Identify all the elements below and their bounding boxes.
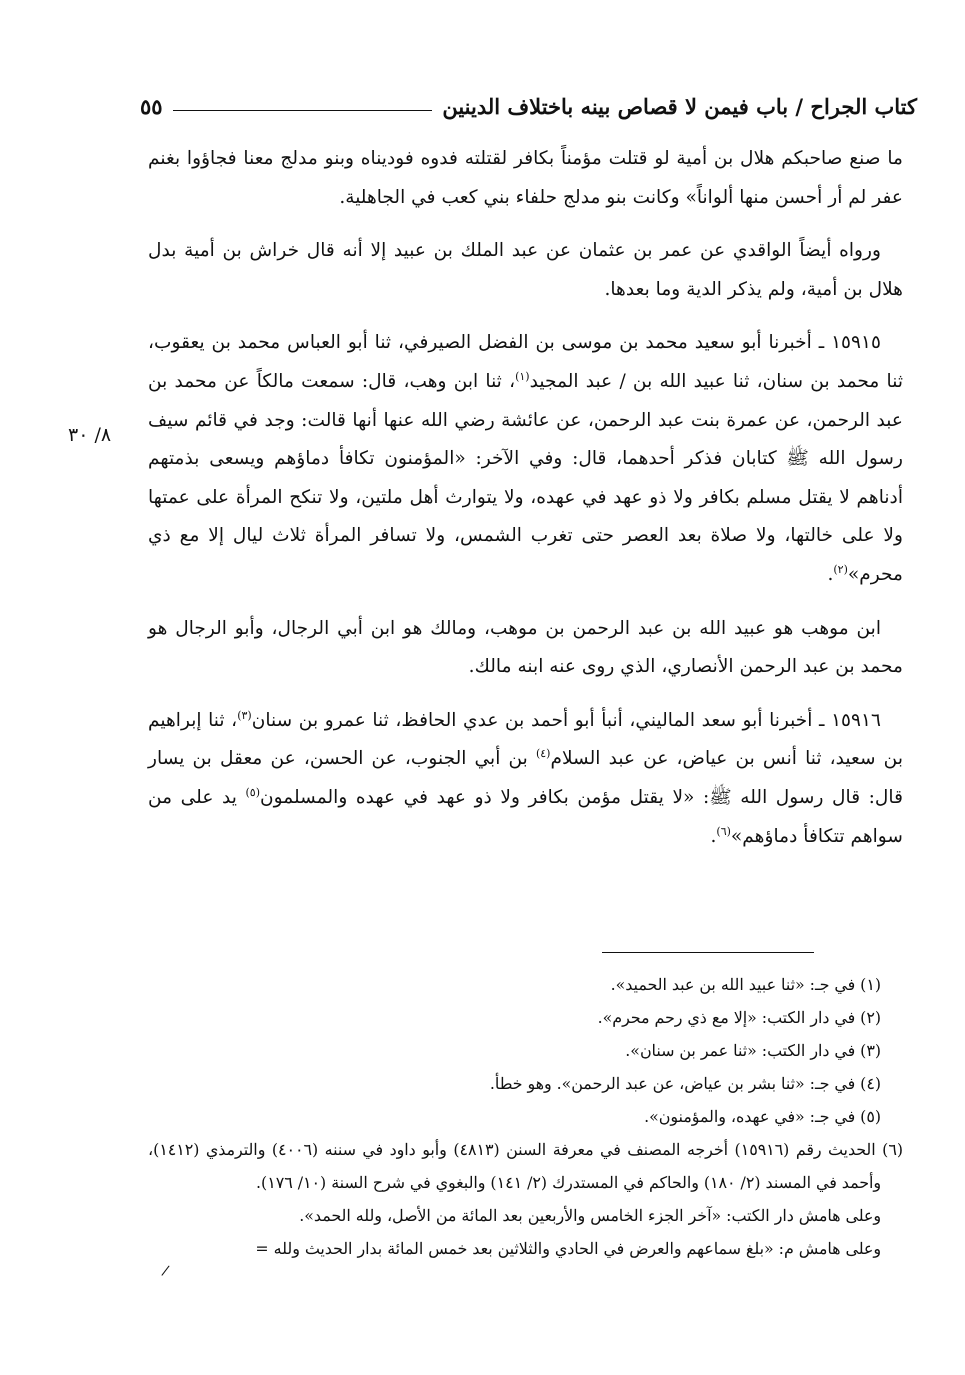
footnote-item: وعلى هامش دار الكتب: «آخر الجزء الخامس والأربعين بعد المائة من الأصل، ولله الحمد». (299, 1206, 881, 1225)
paragraph-text: ١٥٩١٦ ـ أخبرنا أبو سعد الماليني، أنبأ أبو أحمد بن عدي الحافظ، ثنا عمرو بن سنان (251, 709, 881, 731)
footnote-marker[interactable]: (٤) (535, 747, 551, 761)
footnote-item: (٤) في جـ: «ثنا بشر بن عياض، عن عبد الرحمن». وهو خطأ. (489, 1074, 881, 1093)
header-title: كتاب الجراح / باب فيمن لا قصاص بينه باختلاف الدينين (442, 93, 917, 119)
paragraph-text: ، ثنا ابن وهب، قال: سمعت مالكاً عن محمد بن عبد الرحمن، عن عمرة بنت عبد الرحمن، عن عائشة رضي الله عنها أنها قالت: وجد في قائم سيف رسول الله ﷺ كتابان فذكر أحدهما، قال: وفي الآخر: «المؤمنون تكافأ دماؤهم ويسعى بذمتهم أدناهم لا يقتل مسلم بكافر ولا ذو عهد في عهده، ولا يتوارث أهل ملتين، ولا تنكح المرأة على عمتها ولا على خالتها، ولا صلاة بعد العصر حتى تغرب الشمس، ولا تسافر المرأة ثلاث ليال إلا مع ذي محرم» (148, 370, 903, 585)
footnote-marker[interactable]: (٦) (716, 824, 731, 838)
footnote-item: (٦) الحديث رقم (١٥٩١٦) أخرجه المصنف في معرفة السنن (٤٨١٣) وأبو داود في سننه (٤٠٠٦) والترمذي (١٤١٢)، وأحمد في المسند (٢/ ١٨٠) والحاكم في المستدرك (٢/ ١٤١) والبغوي في شرح السنة (١٠/ ١٧٦). (148, 1140, 903, 1192)
paragraph-text: . (827, 563, 834, 585)
footnote-item: (٢) في دار الكتب: «إلا مع ذي رحم محرم». (597, 1008, 881, 1027)
paragraph-text: ورواه أيضاً الواقدي عن عمر بن عثمان عن عبد الملك بن عبيد إلا أنه قال خراش بن أمية بدل هلال بن أمية، ولم يذكر الدية وما بعدها. (148, 240, 903, 300)
footnote-separator (602, 952, 814, 953)
footnote-item: (٣) في دار الكتب: «ثنا عمر بن سنان». (625, 1041, 881, 1060)
paragraph (148, 140, 903, 217)
paragraph-text: . (710, 825, 717, 847)
paragraph (148, 324, 903, 594)
footnotes (148, 968, 903, 1265)
footnote-marker[interactable]: (٢) (833, 562, 848, 576)
paragraph (148, 232, 903, 309)
paragraph-text: ، ثنا إبراهيم بن سعيد، ثنا أنس بن عياض، عن عبد السلام (148, 709, 903, 770)
running-header (140, 86, 917, 126)
paragraph (148, 610, 903, 687)
paragraph (148, 702, 903, 856)
margin-volume-reference: ٨/ ٣٠ (68, 424, 112, 446)
footnote-item: وعلى هامش م: «بلغ سماعهم والعرض في الحادي والثلاثين بعد خمس المائة بدار الحديث ولله = (255, 1239, 881, 1258)
footnote-item: (٥) في جـ: «في عهده، والمؤمنون». (644, 1107, 881, 1126)
paragraph-text: ابن موهب هو عبيد الله بن عبد الرحمن بن موهب، ومالك هو ابن أبي الرجال، وأبو الرجال هو محمد بن عبد الرحمن الأنصاري، الذي روى عنه ابنه مالك. (148, 617, 903, 678)
paragraph-text: ١٥٩١٥ ـ أخبرنا أبو سعيد محمد بن موسى بن الفضل الصيرفي، ثنا أبو العباس محمد بن يعقوب، ثنا محمد بن سنان، ثنا عبيد الله بن / عبد المجيد (148, 332, 903, 392)
header-rule (173, 110, 433, 111)
footnote-marker[interactable]: (١) (515, 369, 530, 383)
paragraph-text: بن أبي الجنوب، عن الحسن، عن معقل بن يسار قال: قال رسول الله ﷺ: «لا يقتل مؤمن بكافر ولا ذو عهد في عهده والمسلمون (148, 748, 903, 808)
margin-tick-mark: / (160, 1262, 171, 1280)
page-number: ٥٥ (140, 93, 163, 119)
main-text (148, 140, 903, 871)
footnote-marker[interactable]: (٣) (237, 708, 252, 722)
paragraph-text: يد على من سواهم تتكافأ دماؤهم» (148, 786, 903, 847)
paragraph-text: ما صنع صاحبكم هلال بن أمية لو قتلت مؤمناً بكافر لقتلته فدوه فوديناه وبنو مدلج معنا فجاؤوا بغنم عفر لم أر أحسن منها ألواناً» وكانت بنو مدلج حلفاء بني كعب في الجاهلية. (148, 148, 903, 208)
footnote-marker[interactable]: (٥) (245, 785, 261, 799)
footnote-item: (١) في جـ: «ثنا عبيد الله بن عبد الحميد». (610, 975, 881, 994)
